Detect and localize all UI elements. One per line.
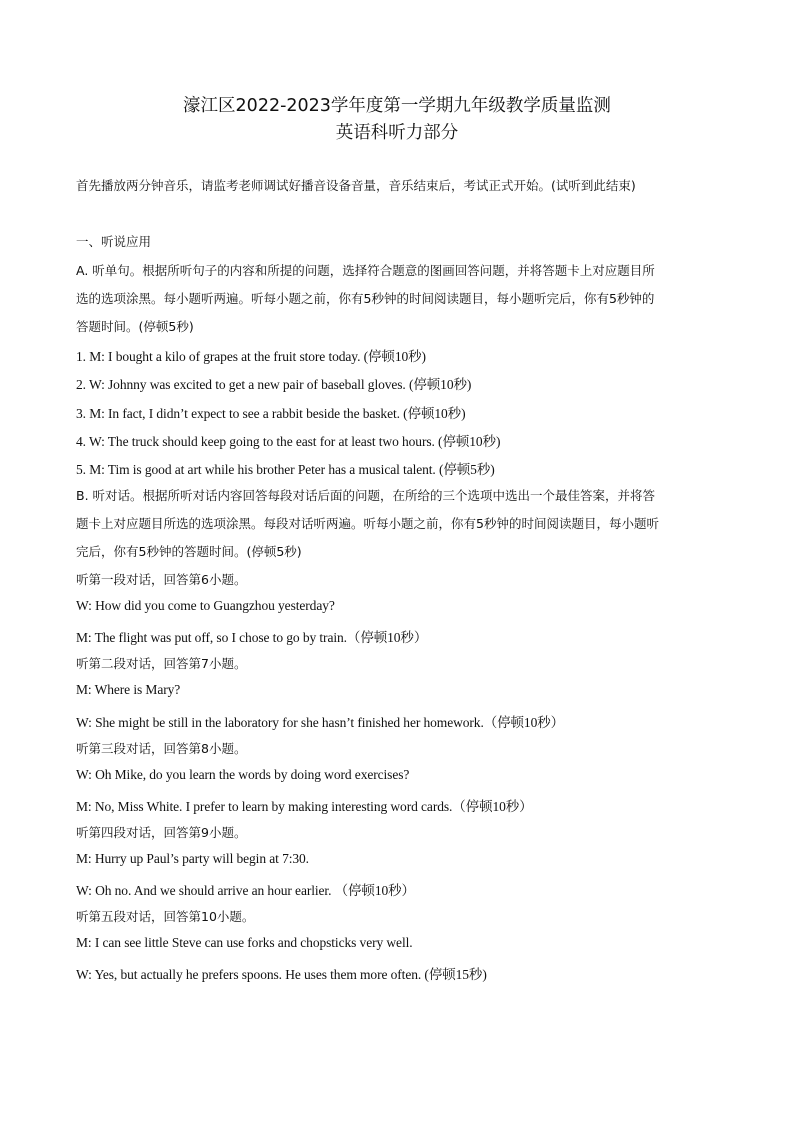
part-b-instruction-1: B. 听对话。根据所听对话内容回答每段对话后面的问题，在所给的三个选项中选出一个最佳答案，并将答: [76, 488, 656, 503]
dialogue-5-line-2: W: Yes, but actually he prefers spoons. He uses them more often. (停顿15秒): [76, 967, 487, 982]
dialogue-2-line-1: M: Where is Mary?: [76, 682, 181, 697]
part-a-item-3: 3. M: In fact, I didn’t expect to see a rabbit beside the basket. (停顿10秒): [76, 406, 466, 421]
part-a-instruction-3: 答题时间。(停顿5秒): [76, 319, 194, 334]
part-b-instruction-2: 题卡上对应题目所选的选项涂黑。每段对话听两遍。听每小题之前，你有5秒钟的时间阅读题目，每小题听: [76, 516, 659, 531]
dialogue-5-heading: 听第五段对话，回答第10小题。: [76, 909, 255, 924]
part-a-item-2: 2. W: Johnny was excited to get a new pair of baseball gloves. (停顿10秒): [76, 377, 472, 392]
title-line-1: 濠江区2022-2023学年度第一学期九年级教学质量监测: [183, 96, 611, 116]
part-a-item-1: 1. M: I bought a kilo of grapes at the fruit store today. (停顿10秒): [76, 349, 426, 364]
part-a-instruction-2: 选的选项涂黑。每小题听两遍。听每小题之前，你有5秒钟的时间阅读题目，每小题听完后，你有5秒钟的: [76, 291, 655, 306]
dialogue-3-line-2: M: No, Miss White. I prefer to learn by making interesting word cards.（停顿10秒）: [76, 799, 533, 814]
dialogue-1-heading: 听第一段对话，回答第6小题。: [76, 572, 247, 587]
dialogue-1-line-1: W: How did you come to Guangzhou yesterday?: [76, 598, 335, 613]
part-b-instruction-3: 完后，你有5秒钟的答题时间。(停顿5秒): [76, 544, 302, 559]
part-a-instruction-1: A. 听单句。根据所听句子的内容和所提的问题，选择符合题意的图画回答问题，并将答题卡上对应题目所: [76, 263, 655, 278]
dialogue-2-line-2: W: She might be still in the laboratory for she hasn’t finished her homework.（停顿10秒）: [76, 715, 565, 730]
dialogue-2-heading: 听第二段对话，回答第7小题。: [76, 656, 247, 671]
part-a-item-4: 4. W: The truck should keep going to the east for at least two hours. (停顿10秒): [76, 434, 501, 449]
dialogue-5-line-1: M: I can see little Steve can use forks and chopsticks very well.: [76, 935, 413, 950]
document-title: [0, 93, 794, 147]
dialogue-4-line-2: W: Oh no. And we should arrive an hour earlier. （停顿10秒）: [76, 883, 415, 898]
dialogue-3-heading: 听第三段对话，回答第8小题。: [76, 741, 247, 756]
dialogue-4-line-1: M: Hurry up Paul’s party will begin at 7:30.: [76, 851, 309, 866]
intro-text: 首先播放两分钟音乐，请监考老师调试好播音设备音量，音乐结束后，考试正式开始。(试听到此结束): [76, 178, 636, 193]
dialogue-1-line-2: M: The flight was put off, so I chose to go by train.（停顿10秒）: [76, 630, 428, 645]
section-heading: 一、听说应用: [76, 234, 152, 249]
title-line-2: 英语科听力部分: [335, 123, 459, 143]
dialogue-4-heading: 听第四段对话，回答第9小题。: [76, 825, 247, 840]
dialogue-3-line-1: W: Oh Mike, do you learn the words by doing word exercises?: [76, 767, 410, 782]
part-a-item-5: 5. M: Tim is good at art while his brother Peter has a musical talent. (停顿5秒): [76, 462, 495, 477]
